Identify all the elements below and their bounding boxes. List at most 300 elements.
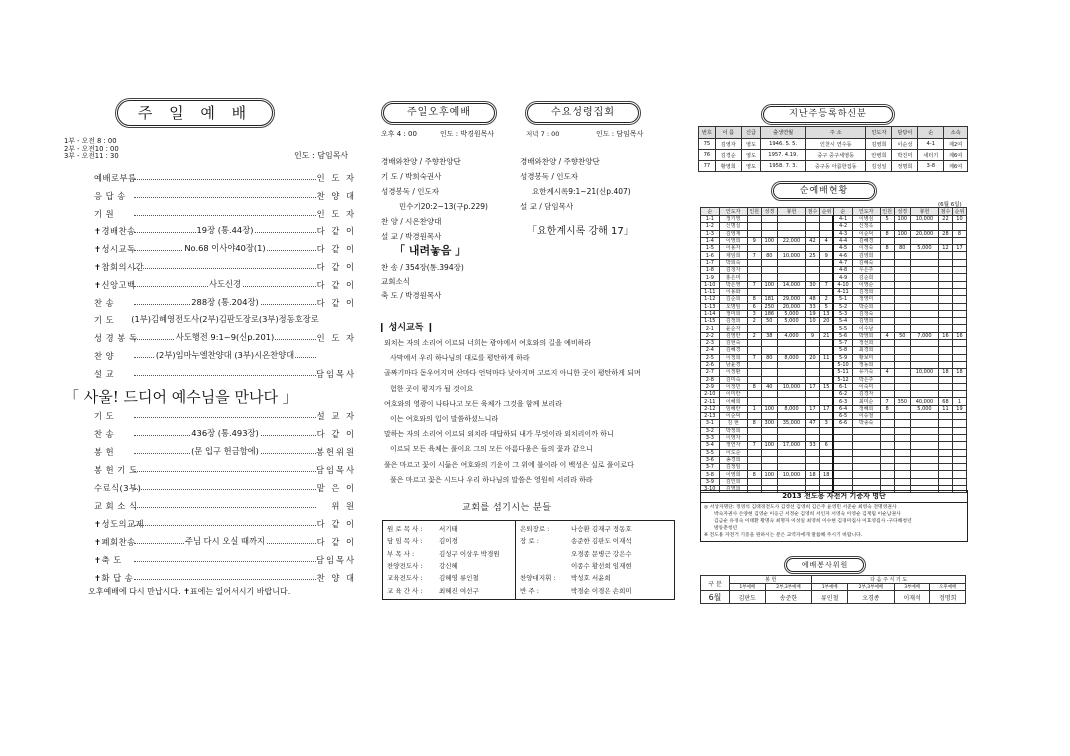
attendance-cell: 김정희 [852,288,880,295]
attendance-cell [805,340,819,347]
attendance-cell [880,252,894,259]
attendance-cell [761,391,777,398]
reading-line: 말하는 자의 소리여 이르되 외치라 대답하되 내가 무엇이라 외치리이까 하니 [384,430,614,439]
attendance-cell [952,296,966,303]
attendance-cell [952,478,966,485]
table-row [699,150,968,161]
attendance-cell [910,434,938,441]
attendance-cell [805,369,819,376]
attendance-cell [805,478,819,485]
attendance-cell: 9 [819,252,833,259]
attendance-cell [747,325,761,332]
service-time-2: 2부 - 오전10 : 00 [64,144,119,153]
attendance-cell: 김정숙 [852,310,880,317]
attendance-cell: 황보미 [852,354,880,361]
attendance-cell [894,434,910,441]
attendance-cell: 350 [894,398,910,405]
order-row [94,297,356,309]
wednesday-item: 성경봉독 / 인도자 [520,172,579,181]
dotted-leader [134,561,316,562]
attendance-cell [910,310,938,317]
table-row [701,340,967,347]
attendance-cell: 2-9 [701,383,720,390]
attendance-cell: 2-7 [701,369,720,376]
attendance-cell [938,281,952,288]
order-label: 기 도 [94,315,115,326]
attendance-cell [805,347,819,354]
order-role: 담임목사 [315,555,356,565]
attendance-cell [777,325,805,332]
news-cell: 3-8 [918,161,944,172]
attendance-cell: 홍은미 [719,274,747,281]
order-role: 설 교 자 [316,411,356,421]
attendance-cell: 3-3 [701,434,720,441]
attendance-cell: 15 [819,383,833,390]
table-row [701,398,967,405]
attendance-cell: 100 [761,237,777,244]
attendance-cell [852,442,880,449]
attendance-cell: 윤순자 [719,325,747,332]
attendance-cell: 4-1 [833,216,852,223]
attendance-header-cell: 인도자 [852,208,880,216]
attendance-cell: 7 [747,281,761,288]
attendance-cell [938,347,952,354]
table-row [701,252,967,259]
attendance-cell: 4 [880,369,894,376]
staff-role: 담 임 목 사 : [387,537,423,546]
attendance-cell [880,325,894,332]
order-label: 수료식(3부) [94,483,142,493]
attendance-cell [938,434,952,441]
attendance-cell [894,296,910,303]
attendance-cell [938,464,952,471]
staff-names: 나승환 김재구 정동호 [571,525,632,533]
attendance-cell [952,471,966,478]
attendance-cell: 정기영 [719,216,747,223]
attendance-cell: 4-5 [833,245,852,252]
attendance-cell [805,267,819,274]
afternoon-item: 성경봉독 / 인도자 [381,187,440,196]
attendance-cell [938,427,952,434]
attendance-cell [805,361,819,368]
attendance-cell [880,383,894,390]
attendance-cell: 20 [819,318,833,325]
attendance-cell [880,347,894,354]
order-label: 봉 헌 기 도 [94,465,138,475]
attendance-cell: 22,000 [777,237,805,244]
attendance-cell [777,456,805,463]
attendance-cell [747,223,761,230]
order-detail: (2부)임마누엘찬양대 (3부)시온찬양대 [155,350,295,360]
attendance-cell: 정동희 [852,361,880,368]
attendance-cell [894,259,910,266]
attendance-cell: 186 [761,310,777,317]
order-label: 찬 송 [94,297,115,308]
order-row [94,482,356,494]
service-committee-title-box: 예배봉사위원 [786,558,864,572]
staff-names: 김성구 이상우 박경원 [439,549,500,558]
donors-box [700,490,968,542]
order-label: 찬 송 [94,429,115,439]
attendance-cell [761,449,777,456]
attendance-header-cell: 순위 [819,208,833,216]
dotted-leader [134,489,316,490]
attendance-cell: 7 [819,281,833,288]
attendance-cell: 17 [952,245,966,252]
attendance-cell: 7 [747,252,761,259]
attendance-cell [819,340,833,347]
donor-line: 박숙자권사 손양현 김영순 이응근 서정순 김영희 서인자 서영숙 이영순 김재림 이순남권사 [714,512,901,517]
attendance-cell [952,427,966,434]
attendance-cell [819,376,833,383]
attendance-cell: 3-5 [701,449,720,456]
reading-line: 이는 여호와의 입이 말씀하셨느니라 [390,415,499,423]
attendance-cell: 10,000 [777,252,805,259]
attendance-cell [910,281,938,288]
attendance-cell [777,427,805,434]
attendance-cell [910,354,938,361]
attendance-cell: 8 [880,245,894,252]
attendance-cell [747,347,761,354]
attendance-cell [777,259,805,266]
attendance-cell [952,376,966,383]
attendance-cell: 3-2 [701,427,720,434]
attendance-cell: 이순덕 [852,230,880,237]
order-label: ✝축 도 [94,555,122,565]
attendance-cell [777,347,805,354]
attendance-cell: 8 [747,383,761,390]
table-row [701,303,967,310]
table-row [701,274,967,281]
attendance-cell: 4-4 [833,237,852,244]
attendance-cell [894,274,910,281]
reading-line: 외치는 자의 소리여 이르되 너희는 광야에서 여호와의 길을 예비하라 [384,339,592,347]
attendance-cell [819,216,833,223]
attendance-cell: 17,000 [777,442,805,449]
news-cell: 4-1 [918,139,944,150]
table-row [701,310,967,317]
donor-line: ※ 전도용 자전거 기증을 원하시는 분은 교역자에게 말씀해 주시기 바랍니다. [704,533,863,538]
attendance-cell: 100 [761,442,777,449]
attendance-cell [910,274,938,281]
attendance-cell: 2-8 [701,376,720,383]
attendance-cell [747,464,761,471]
attendance-cell: 2-6 [701,361,720,368]
attendance-cell [761,456,777,463]
attendance-cell [952,252,966,259]
attendance-cell [761,347,777,354]
attendance-cell: 정연자 [719,442,747,449]
table-row [701,369,967,376]
staff-role: 교육전도사 : [387,574,423,583]
attendance-cell [819,259,833,266]
attendance-cell: 10 [805,318,819,325]
attendance-cell [819,274,833,281]
news-cell: 영도 [741,150,760,161]
attendance-cell: 8 [747,420,761,427]
attendance-cell [938,303,952,310]
order-row [94,225,356,237]
order-row [94,572,356,584]
donor-line: 방동춘청년 [714,526,738,531]
attendance-cell: 40 [761,383,777,390]
attendance-cell: 16 [952,332,966,339]
attendance-cell [852,464,880,471]
order-row [94,500,356,512]
attendance-cell: 1-3 [701,230,720,237]
attendance-cell [894,318,910,325]
attendance-cell [805,434,819,441]
attendance-cell [952,383,966,390]
attendance-cell: 25 [805,252,819,259]
news-cell: 중구동 아름한집동 [806,161,866,172]
attendance-cell [880,296,894,303]
staff-role: 찬양대지휘 : [520,574,556,583]
order-detail: 사도행전 9:1~9(신p.201) [175,332,275,343]
afternoon-item: 민수기20:2~13(구p.229) [399,202,488,211]
attendance-cell: 박순희 [852,303,880,310]
attendance-cell [819,230,833,237]
attendance-cell [761,376,777,383]
attendance-cell [833,456,852,463]
afternoon-service-title-box: 주일오후예배 [383,103,495,123]
attendance-cell [805,288,819,295]
attendance-cell: 최경희 [852,347,880,354]
attendance-cell [952,464,966,471]
attendance-cell: 김영희 [852,252,880,259]
attendance-cell [880,223,894,230]
order-row [94,172,356,184]
attendance-cell [938,223,952,230]
order-role: 다 같 이 [316,537,356,547]
order-row [94,518,356,530]
attendance-cell [819,398,833,405]
attendance-cell: 1-5 [701,245,720,252]
attendance-cell: 4-7 [833,259,852,266]
attendance-header-cell: 봉헌 [910,208,938,216]
attendance-cell: 2 [747,318,761,325]
attendance-cell: 박은주 [852,376,880,383]
attendance-cell: 5-8 [833,347,852,354]
attendance-cell: 4 [880,332,894,339]
service-sub-header: 2부,3부예배 [847,584,894,591]
attendance-cell: 30 [805,281,819,288]
attendance-cell [910,361,938,368]
attendance-cell [952,281,966,288]
attendance-cell [761,427,777,434]
attendance-cell [880,420,894,427]
attendance-cell: 3-7 [701,464,720,471]
attendance-cell [852,456,880,463]
attendance-cell [952,361,966,368]
attendance-cell [894,340,910,347]
table-row [701,325,967,332]
attendance-cell: 18 [819,471,833,478]
attendance-cell: 김 현 [719,420,747,427]
attendance-cell [952,354,966,361]
order-role: 다 같 이 [316,429,356,439]
attendance-cell: 이영순 [852,281,880,288]
order-row [94,410,356,422]
attendance-cell: 1-1 [701,216,720,223]
attendance-cell: 8 [880,230,894,237]
attendance-cell: 송경희 [719,456,747,463]
reading-line: 풀은 마르고 꽃은 시드나 우리 하나님의 말씀은 영원히 서리라 하라 [390,475,593,484]
attendance-cell [880,376,894,383]
attendance-cell [938,413,952,420]
attendance-cell: 100 [894,216,910,223]
news-cell: 김경순 [715,150,741,161]
staff-names: 최혜진 여선구 [439,586,479,595]
attendance-cell: 10,000 [910,369,938,376]
afternoon-item: 찬 송 / 354장(통.394장) [381,263,464,272]
reading-line: 풀은 마르고 꽃이 시듦은 여호와의 기운이 그 위에 불이라 이 백성은 실로 풀이로다 [384,460,634,469]
attendance-cell: 김영재 [719,230,747,237]
attendance-cell [894,354,910,361]
attendance-cell [880,456,894,463]
attendance-cell [880,471,894,478]
attendance-cell [819,369,833,376]
attendance-cell [938,318,952,325]
attendance-cell: 박종숙 [852,420,880,427]
attendance-cell: 29,000 [777,296,805,303]
attendance-cell: 2-10 [701,391,720,398]
attendance-cell [952,340,966,347]
attendance-cell [910,237,938,244]
next-week-prayer-header: 다 음 주 식 기 도 [812,576,966,584]
wednesday-items [520,154,631,214]
attendance-cell [747,259,761,266]
attendance-cell: 5,000 [910,245,938,252]
attendance-cell [952,303,966,310]
new-members-table [698,126,968,172]
attendance-cell [880,318,894,325]
afternoon-item: 경배와찬양 / 주향찬양단 [381,157,461,166]
attendance-cell: 3-10 [701,485,720,492]
attendance-cell [805,456,819,463]
attendance-cell [894,310,910,317]
attendance-cell: 20,000 [910,230,938,237]
staff-role: 찬양전도사 : [387,561,423,570]
attendance-cell: 3-4 [701,442,720,449]
order-label: 찬 양 [94,351,115,361]
attendance-cell [761,325,777,332]
order-row [94,261,356,273]
attendance-cell: 5-12 [833,376,852,383]
news-cell: 안병희 [866,150,892,161]
attendance-cell: 5,000 [910,405,938,412]
attendance-cell: 21 [819,332,833,339]
order-detail: No.68 이사야40장(1) [184,243,266,254]
attendance-cell: 1-14 [701,310,720,317]
dotted-leader [134,375,316,376]
table-row [701,230,967,237]
dotted-leader [134,471,316,472]
attendance-cell: 정영미 [852,296,880,303]
attendance-cell: 4-10 [833,281,852,288]
attendance-cell: 김정임 [719,464,747,471]
afternoon-item: 축 도 / 박경원목사 [381,291,442,300]
attendance-cell [880,288,894,295]
attendance-cell [952,237,966,244]
table-row [701,434,967,441]
attendance-cell: 1-2 [701,223,720,230]
attendance-cell [852,434,880,441]
attendance-cell: 18 [805,471,819,478]
attendance-cell [910,449,938,456]
order-row [94,368,356,380]
table-row [701,332,967,339]
donor-line: 김금순 유경숙 이태환 황명숙 최명자 이성일 최영희 이수현 김경미집사 이효영집사 -구다해청년 [714,519,912,524]
attendance-cell [952,267,966,274]
attendance-cell: 이미란 [719,391,747,398]
attendance-cell [894,420,910,427]
attendance-cell [833,442,852,449]
attendance-cell [952,288,966,295]
attendance-cell [894,223,910,230]
attendance-header-cell: 성경 [761,208,777,216]
attendance-cell: 2-2 [701,332,720,339]
attendance-cell: 6-3 [833,398,852,405]
attendance-cell: 14,000 [777,281,805,288]
news-cell: 김영희 [866,139,892,150]
attendance-cell: 김현숙 [719,340,747,347]
attendance-cell: 1-10 [701,281,720,288]
attendance-cell [761,361,777,368]
news-header-cell: 번호 [699,127,716,139]
attendance-cell [819,434,833,441]
attendance-cell [910,427,938,434]
attendance-cell [777,391,805,398]
service-name: 정명희 [930,591,966,604]
attendance-cell [761,245,777,252]
attendance-cell: 18 [938,369,952,376]
attendance-cell [805,245,819,252]
attendance-cell [777,267,805,274]
attendance-cell: 7 [880,398,894,405]
service-month: 6월 [701,591,730,604]
attendance-cell [805,230,819,237]
attendance-cell [747,391,761,398]
attendance-cell [852,471,880,478]
attendance-cell: 이정민 [719,383,747,390]
order-role: 위 원 [331,501,356,511]
attendance-cell [819,361,833,368]
attendance-cell [852,427,880,434]
attendance-cell [910,376,938,383]
order-label: ✝폐회찬송 [94,537,136,547]
order-row [94,243,356,255]
order-row [94,554,356,566]
order-role: 인 도 자 [316,208,356,219]
attendance-cell [777,223,805,230]
attendance-cell [938,471,952,478]
attendance-cell: 2-11 [701,398,720,405]
order-row [94,279,356,291]
order-label: 성 경 봉 독 [94,333,138,344]
wednesday-item: 설 교 / 담임목사 [520,202,574,211]
attendance-cell [910,325,938,332]
news-header-cell: 주 소 [806,127,866,139]
staff-names: 김혜영 류인철 [439,574,479,583]
afternoon-time: 오후 4 : 00 [381,130,417,138]
order-role: 다 같 이 [316,226,356,237]
attendance-cell [819,347,833,354]
attendance-cell [805,223,819,230]
order-label: ✝신앙고백 [94,279,136,290]
order-detail: 288장 (통.204장) [191,296,259,307]
attendance-cell [880,340,894,347]
